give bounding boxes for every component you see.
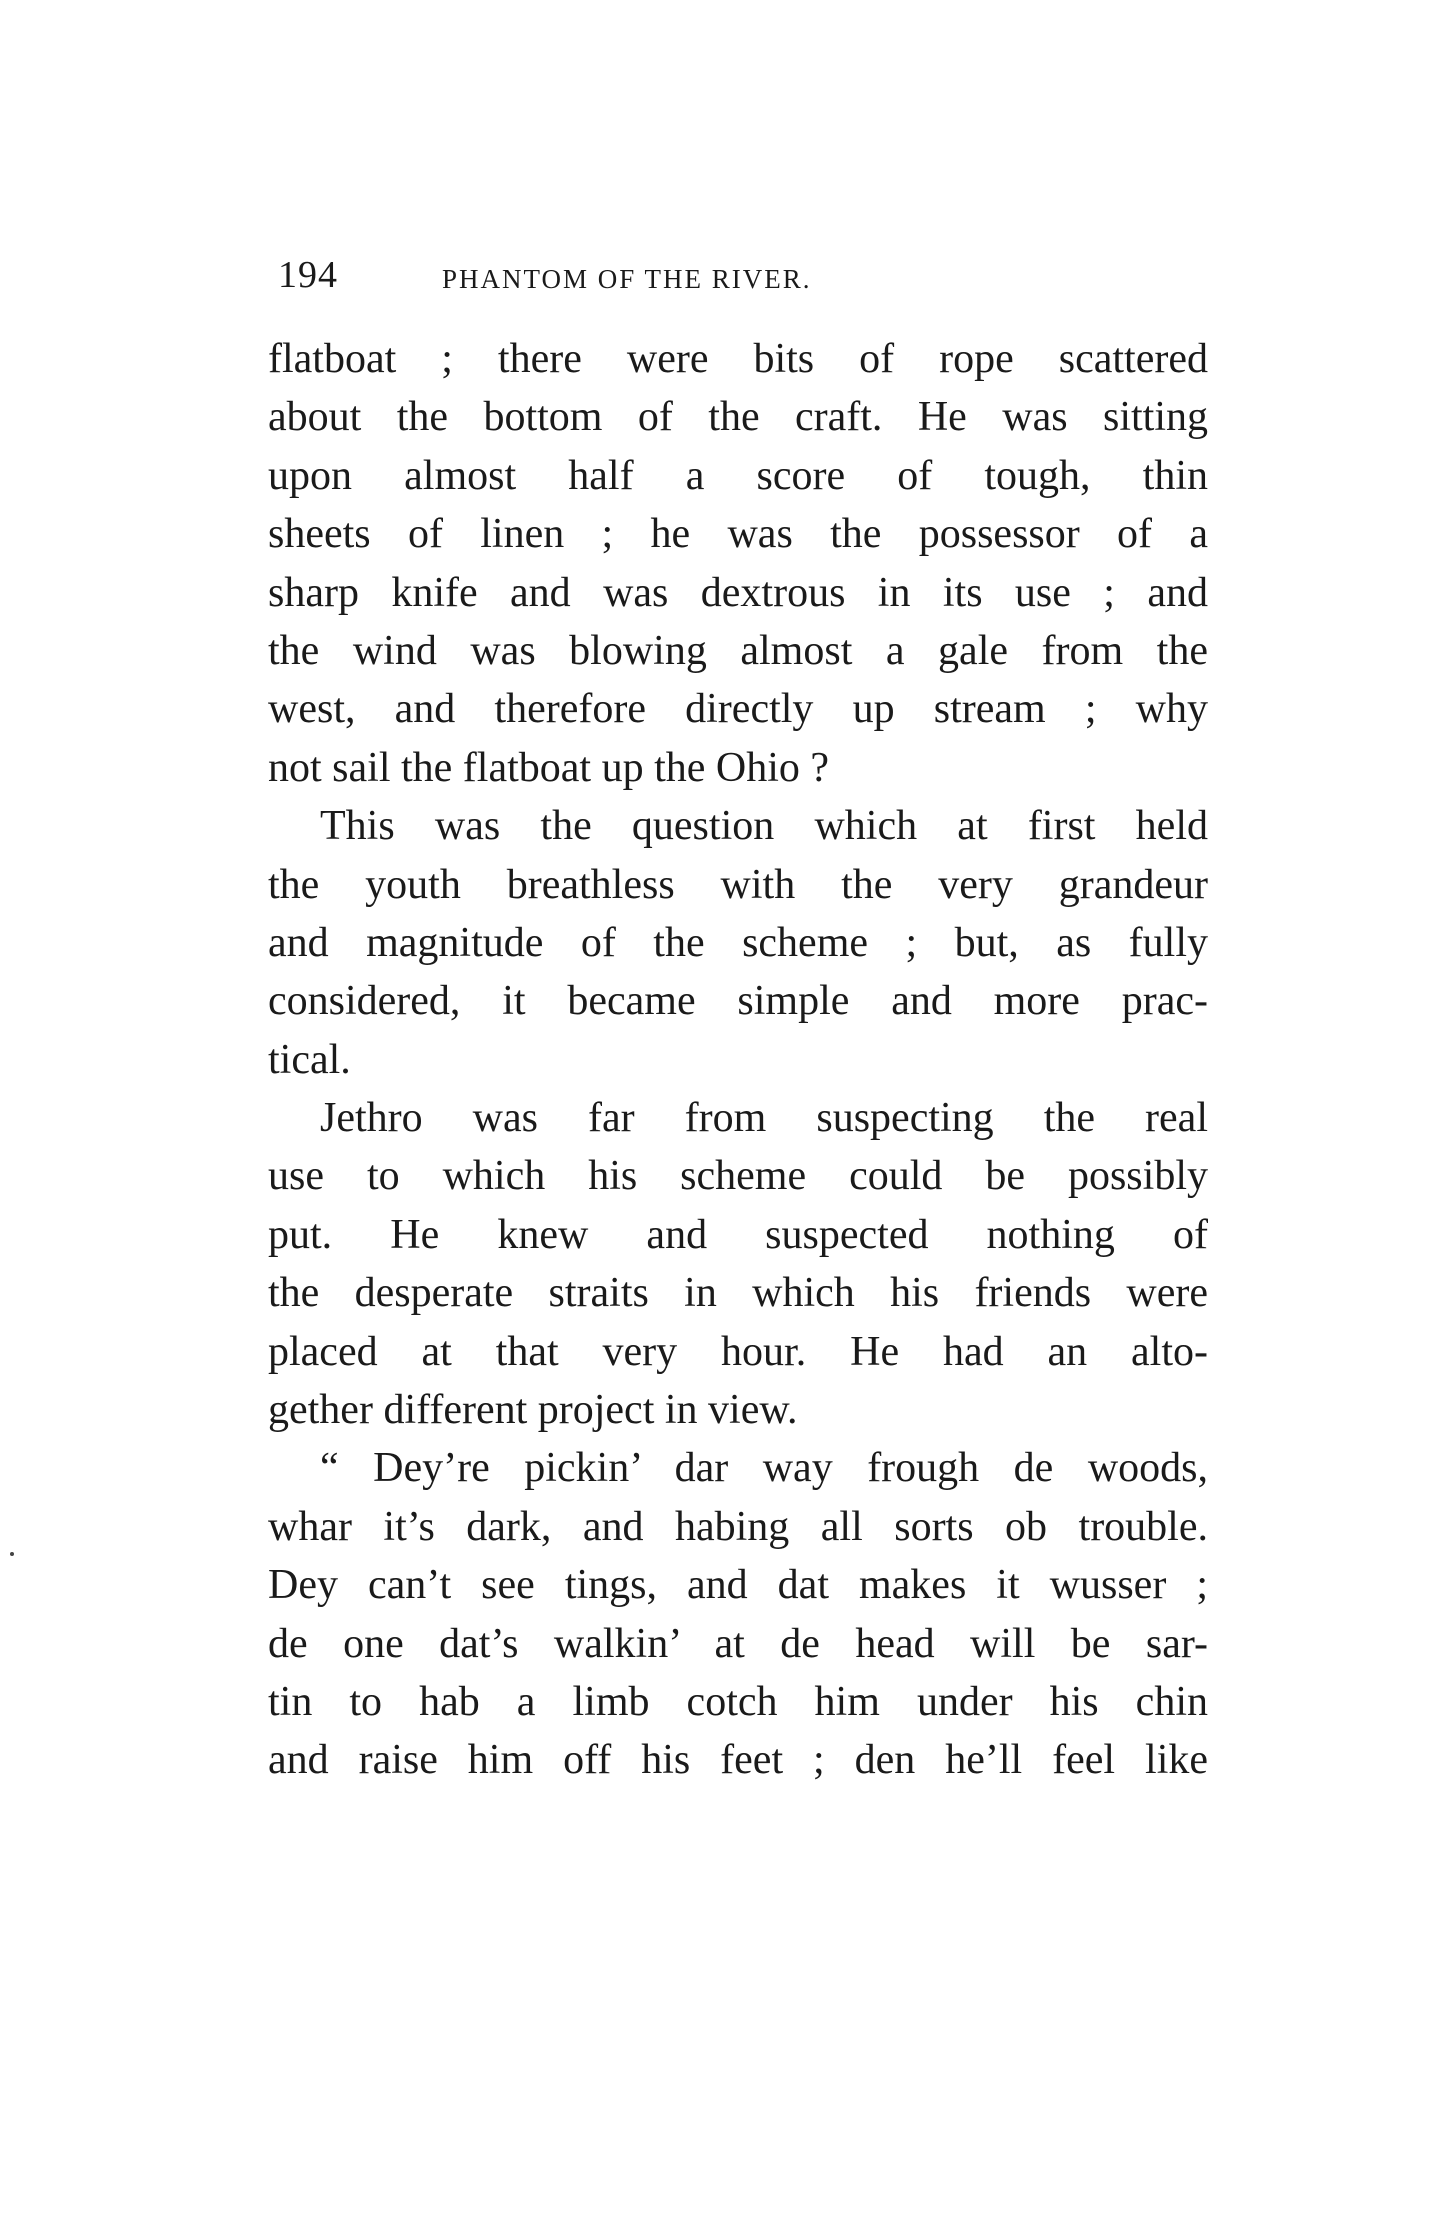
text-line: whar it’s dark, and habing all sorts ob trouble. <box>268 1503 1208 1550</box>
text-line: Jethro was far from suspecting the real <box>320 1095 1208 1142</box>
text-line: west, and therefore directly up stream ; why <box>268 686 1208 733</box>
running-head <box>268 250 1208 300</box>
text-line: flatboat ; there were bits of rope scattered <box>268 336 1208 382</box>
text-line: not sail the flatboat up the Ohio ? <box>268 744 830 791</box>
text-line: sheets of linen ; he was the possessor of a <box>268 511 1208 558</box>
text-line: about the bottom of the craft. He was sitting <box>268 394 1208 441</box>
text-line: gether different project in view. <box>268 1387 798 1434</box>
text-line: placed at that very hour. He had an alto- <box>268 1328 1208 1375</box>
running-title: PHANTOM OF THE RIVER. <box>442 264 812 294</box>
text-line: This was the question which at first held <box>320 803 1208 850</box>
page-number: 194 <box>278 254 338 296</box>
text-line: and raise him off his feet ; den he’ll feel like <box>268 1737 1208 1784</box>
text-line: considered, it became simple and more prac- <box>268 978 1208 1025</box>
text-line: the youth breathless with the very grandeur <box>268 861 1208 908</box>
text-line: the desperate straits in which his friends were <box>268 1270 1208 1317</box>
text-line: put. He knew and suspected nothing of <box>268 1211 1208 1258</box>
text-line: “ Dey’re pickin’ dar way frough de woods, <box>320 1445 1208 1492</box>
text-line: and magnitude of the scheme ; but, as fully <box>268 919 1208 966</box>
text-line: use to which his scheme could be possibly <box>268 1153 1208 1200</box>
paper-speck <box>10 1552 14 1556</box>
text-line: tin to hab a limb cotch him under his chin <box>268 1678 1208 1725</box>
body-text <box>268 330 1208 1790</box>
text-line: tical. <box>268 1036 351 1083</box>
text-line: the wind was blowing almost a gale from the <box>268 627 1208 674</box>
text-line: Dey can’t see tings, and dat makes it wusser ; <box>268 1562 1208 1609</box>
text-line: sharp knife and was dextrous in its use ; and <box>268 569 1208 616</box>
text-line: upon almost half a score of tough, thin <box>268 452 1208 499</box>
text-line: de one dat’s walkin’ at de head will be sar- <box>268 1620 1208 1667</box>
